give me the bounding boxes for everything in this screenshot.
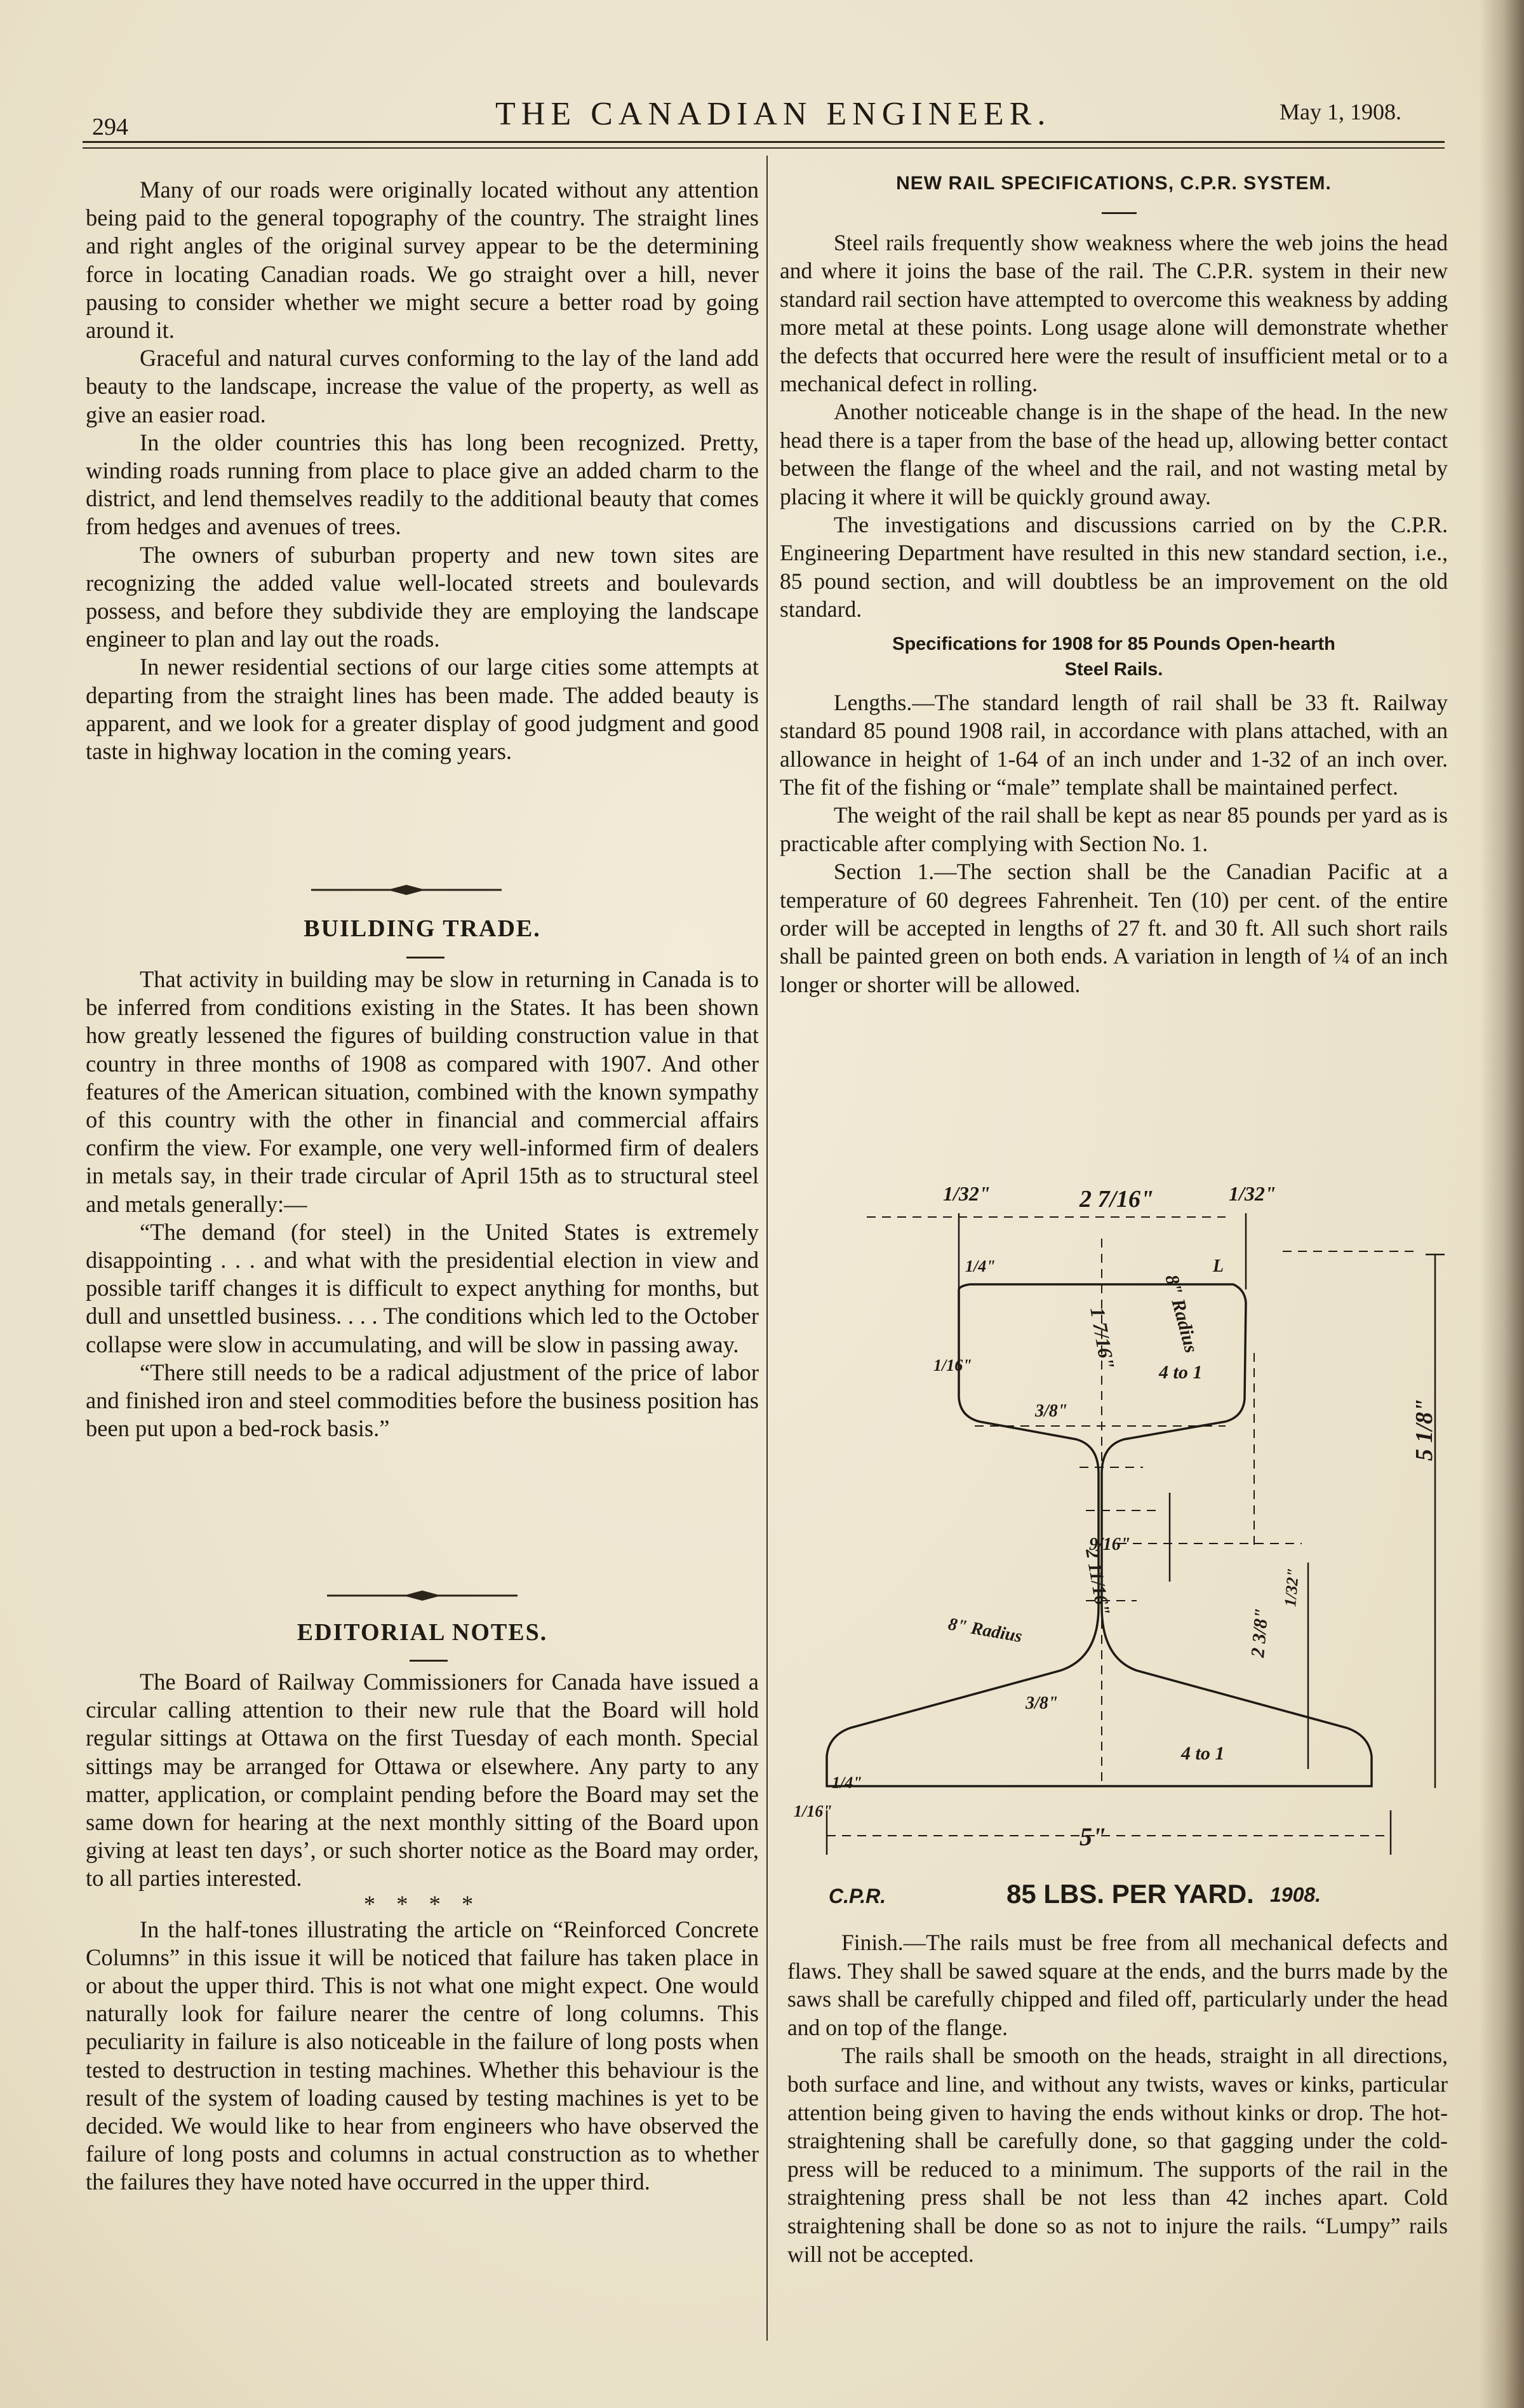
dim-label: 4 to 1 bbox=[1159, 1362, 1203, 1383]
paragraph: The weight of the rail shall be kept as near 85 pounds per yard as is practicable after complying with Section No. 1. bbox=[780, 802, 1448, 856]
editorial-section bbox=[86, 1668, 759, 2196]
dim-label: 1 7/16" bbox=[1086, 1305, 1120, 1371]
rail-specifications-heading: NEW RAIL SPECIFICATIONS, C.P.R. SYSTEM. bbox=[896, 173, 1332, 194]
dim-label: 1/16" bbox=[933, 1356, 972, 1375]
page-number: 294 bbox=[92, 114, 128, 140]
dim-label: 1/16" bbox=[794, 1802, 832, 1820]
diagram-caption-right: 1908. bbox=[1270, 1883, 1321, 1906]
paragraph: Another noticeable change is in the shape of the head. In the new head there is a taper from the base of the head up, allowing better contact between the flange of the wheel and the rail, and not wasting metal by placing it where it will be quickly ground away. bbox=[780, 399, 1448, 509]
subheading-line: Steel Rails. bbox=[1064, 659, 1163, 680]
dim-label: 2 7/16" bbox=[1080, 1186, 1154, 1213]
diagram-caption-left: C.P.R. bbox=[829, 1885, 886, 1907]
paragraph: Graceful and natural curves conforming to the lay of the land add beauty to the landscape, increase the value of the property, as well as give an easier road. bbox=[86, 345, 759, 427]
dim-label: 3/8" bbox=[1035, 1401, 1068, 1421]
paragraph: That activity in building may be slow in returning in Canada is to be inferred from conditions existing in the States. It has been shown how greatly lessened the figures of building construction value in that country in three months of 1908 as compared with 1907. And other features of the American situation, combined with the known sympathy of this country with the other in financial and commercial affairs confirm the view. For example, one very well-informed firm of dealers in metals say, in their trade circular of April 15th as to structural steel and metals generally:— bbox=[86, 966, 759, 1217]
dim-label: 2 11/16" bbox=[1081, 1547, 1114, 1617]
column-divider bbox=[766, 156, 768, 2341]
specifications-subheading bbox=[780, 631, 1448, 682]
dimension-lines bbox=[827, 1217, 1416, 1836]
dimension-ticks bbox=[827, 1213, 1445, 1855]
paragraph: In the half-tones illustrating the article on “Reinforced Concrete Columns” in this issue it will be noticed that failure has taken place in or about the upper third. This is not what one might expect. One would naturally look for failure nearer the centre of long columns. This peculiarity in failure is also noticeable in the failure of long posts when tested to destruction in testing machines. Whether this behaviour is the result of the system of loading caused by testing machines is yet to be decided. We would like to hear from engineers who have observed the failure of long posts and columns in actual construction as to whether the failures they have noted have occurred in the upper third. bbox=[86, 1916, 759, 2195]
dim-label: 8" Radius bbox=[1161, 1272, 1202, 1355]
paragraph: Many of our roads were originally located without any attention being paid to the general topography of the country. The straight lines and right angles of the original survey appear to be the determining force in locating Canadian roads. We go straight over a hill, never pausing to consider whether we might secure a better road by going around it. bbox=[86, 177, 759, 344]
dim-label: 1/32" bbox=[943, 1182, 991, 1205]
paragraph: In newer residential sections of our large cities some attempts at departing from the straight lines has been made. The added beauty is apparent, and we look for a greater display of good judgment and good taste in highway location in the coming years. bbox=[86, 654, 759, 765]
dim-label: 5 1/8" bbox=[1411, 1398, 1438, 1461]
diagram-caption-center: 85 LBS. PER YARD. bbox=[1006, 1879, 1254, 1909]
ornamental-divider bbox=[327, 1591, 518, 1601]
journal-title: THE CANADIAN ENGINEER. bbox=[495, 96, 1052, 132]
dim-label: 5" bbox=[1080, 1822, 1107, 1851]
dim-label: 3/8" bbox=[1026, 1693, 1059, 1713]
building-section bbox=[86, 965, 759, 1443]
finish-section bbox=[787, 1928, 1448, 2268]
heading-rule bbox=[410, 1660, 448, 1662]
dim-label: 1/4" bbox=[832, 1773, 862, 1792]
dim-label: 9/16" bbox=[1089, 1535, 1131, 1554]
dim-label: 1/32" bbox=[1281, 1567, 1303, 1608]
quote-paragraph: “The demand (for steel) in the United States is extremely disappointing . . . and what with the presidential election in view and possible tariff changes it is difficult to expect anything for months, but dull and unsettled business. . . . The conditions which led to the October collapse were slow in accumulating, and will be slow in passing away. bbox=[86, 1218, 759, 1357]
paragraph: The rails shall be smooth on the heads, straight in all directions, both surface and line, and without any twists, waves or kinks, particular attention being given to having the ends without kinks or drop. The hot-straightening shall be carefully done, so that gagging under the cold-press will be reduced to a minimum. The supports of the rail in the straightening press shall be not less than 42 inches apart. Cold straightening shall be done so as not to injure the rails. “Lumpy” rails will not be accepted. bbox=[787, 2043, 1448, 2267]
header-rule bbox=[83, 141, 1445, 143]
paragraph: The Board of Railway Commissioners for Canada have issued a circular calling attention to their new rule that the Board will hold regular sittings at Ottawa on the first Tuesday of each month. Special sittings may be arranged for Ottawa or elsewhere. Any party to any matter, application, or complaint pending before the Board may set the same down for hearing at the next monthly sitting of the Board upon giving at least ten days’, or such shorter notice as the Board may order, to all parties interested. bbox=[86, 1669, 759, 1892]
book-spine-shadow bbox=[1480, 0, 1524, 2408]
dim-label: 2 3/8" bbox=[1247, 1607, 1273, 1658]
dimension-labels bbox=[794, 1182, 1438, 1851]
rail-section-diagram bbox=[781, 1162, 1448, 1925]
left-column bbox=[86, 176, 759, 765]
paragraph: The owners of suburban property and new town sites are recognizing the added value well-located streets and boulevards possess, and before they subdivide they are employing the landscape engineer to plan and lay out the roads. bbox=[86, 541, 759, 652]
header-rule-thin bbox=[83, 147, 1445, 149]
ornamental-divider bbox=[311, 885, 502, 895]
dim-label: 4 to 1 bbox=[1181, 1743, 1225, 1764]
paragraph: The investigations and discussions carried on by the C.P.R. Engineering Department have resulted in this new standard section, i.e., 85 pound section, and will doubtless be an improvement on the old standard. bbox=[780, 512, 1448, 622]
editorial-notes-heading: EDITORIAL NOTES. bbox=[297, 1619, 548, 1646]
paragraph: In the older countries this has long been recognized. Pretty, winding roads running from place to place give an added charm to the district, and lend themselves readily to the additional beauty that comes from hedges and avenues of trees. bbox=[86, 429, 759, 540]
building-trade-heading: BUILDING TRADE. bbox=[304, 915, 541, 942]
quote-paragraph: “There still needs to be a radical adjustment of the price of labor and finished iron and steel commodities before the business position has been put upon a bed-rock basis.” bbox=[86, 1359, 759, 1442]
right-column bbox=[780, 229, 1448, 999]
dim-label: 1/4" bbox=[965, 1257, 996, 1275]
paragraph: Lengths.—The standard length of rail shall be 33 ft. Railway standard 85 pound 1908 rail, in accordance with plans attached, with an allowance in height of 1-64 of an inch under and 1-32 of an inch over. The fit of the fishing or “male” template shall be maintained perfect. bbox=[780, 689, 1448, 800]
dim-label: 8" Radius bbox=[946, 1614, 1024, 1647]
heading-rule bbox=[406, 957, 444, 958]
heading-rule bbox=[1102, 212, 1137, 214]
paragraph: Steel rails frequently show weakness where the web joins the head and where it joins the base of the rail. The C.P.R. system in their new standard rail section have attempted to overcome this weakness by adding more metal at these points. Long usage alone will demonstrate whether the defects that occurred here were the result of insufficient metal or to a mechanical defect in rolling. bbox=[780, 230, 1448, 397]
paragraph: Section 1.—The section shall be the Canadian Pacific at a temperature of 60 degrees Fahrenheit. Ten (10) per cent. of the entire order will be accepted in lengths of 27 ft. and 30 ft. All such short rails shall be painted green on both ends. A variation in length of ¼ of an inch longer or shorter will be allowed. bbox=[780, 859, 1448, 997]
paragraph: Finish.—The rails must be free from all mechanical defects and flaws. They shall be sawed square at the ends, and the burrs made by the saws shall be carefully chipped and filed off, particularly under the head and on top of the flange. bbox=[787, 1930, 1448, 2040]
separator-asterisks: * * * * bbox=[363, 1890, 481, 1917]
dim-label: 1/32" bbox=[1229, 1182, 1276, 1205]
issue-date: May 1, 1908. bbox=[1280, 99, 1401, 124]
dim-label: L bbox=[1213, 1256, 1224, 1276]
subheading-line: Specifications for 1908 for 85 Pounds Open-hearth bbox=[892, 633, 1335, 654]
